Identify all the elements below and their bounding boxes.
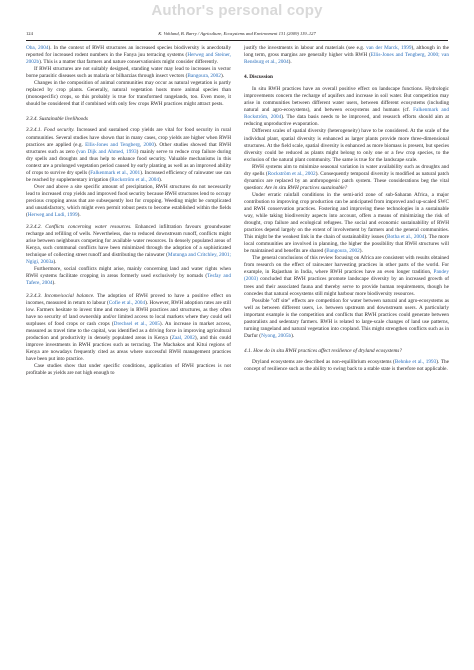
paragraph: justify the investments in labour and materials (see e.g. van der Marck, 1999), although in the long term, gross margins are generally higher with RWH (Ellis-Jones and Tengberg, 2000; van Rensburg et al., 2004). bbox=[244, 45, 449, 66]
research-question: Are in situ RWH practices sustainable? bbox=[264, 184, 348, 191]
page-number: 124 bbox=[26, 31, 33, 36]
citation-link[interactable]: Bangoura, 2002 bbox=[326, 248, 360, 255]
paragraph: Dryland ecosystems are described as non-equilibrium ecosystems (Behnke et al., 1993). The concept of resilience such as the ability to swing back to a stable state is therefore not applicable. bbox=[244, 358, 449, 372]
citation-link[interactable]: van der Marck, 1999 bbox=[366, 45, 412, 51]
paragraph: RWH systems aim to minimize seasonal variation in water availability such as droughts and dry spells (Rockström et al., 2002). Consequently temporal diversity is modified as natural patch dynamics are replaced by an anthropogenic patch system. These considerations beg the vital question: Are in situ RWH practices sustainable? bbox=[244, 163, 449, 191]
citation-link[interactable]: Mutunga and Critchley, 2001; Ngigi, 2003a bbox=[26, 252, 231, 266]
paragraph: Oba, 2004). In the context of RWH structures an increased species biodiversity is anecdotally reported for increased rodent numbers in the Fanya juu terracing systems (Herweg and Steiner, 2002b). This is a matter that farmers and nature conservationists might consider differently. bbox=[26, 45, 232, 66]
paragraph: Furthermore, social conflicts might arise, mainly concerning land and water rights when RWH systems facilitate cropping in areas formerly used exclusively by nomads (Tesfay and Tafere, 2004). bbox=[26, 266, 231, 287]
citation-link[interactable]: Behnke et al., 1993 bbox=[394, 358, 437, 365]
header-rule bbox=[26, 40, 448, 41]
citation-link[interactable]: Oba, 2004 bbox=[26, 45, 49, 51]
citation-link[interactable]: Pandey (2003) bbox=[244, 269, 449, 283]
page-header bbox=[26, 31, 448, 40]
citation-link[interactable]: Ellis-Jones and Tengberg, 2000; van Rensburg et al., 2004 bbox=[244, 52, 449, 66]
citation-link[interactable]: Zaal, 2002 bbox=[171, 334, 195, 341]
citation-link[interactable]: Drechsel et al., 2005 bbox=[113, 320, 160, 327]
subsection-heading: 3.3.4.2. Conflicts concerning water resources. bbox=[26, 224, 132, 231]
paragraph: Possible "off site" effects are competition for water between natural and agro-ecosystems as well as between different users, i.e. between upstream and downstream users. A particularly important example is the competition and conflicts that RWH practices could generate between pastoralists and sedentary farmers. RWH is related to large-scale changes of land use patterns, turning rangeland and natural vegetation into cropland. This might strengthen conflicts such as in Darfur (Nyong, 2005b). bbox=[244, 297, 449, 339]
right-column bbox=[244, 45, 449, 373]
citation-link[interactable]: Falkenmark and Rockström, 2004 bbox=[244, 107, 449, 121]
citation-link[interactable]: Herweg and Steiner, 2002b bbox=[26, 52, 231, 66]
paragraph: If RWH structures are not suitably designed, standing water may lead to increases in vector borne parasitic diseases such as malaria or bilharzias through insect vectors (Bangoura, 2002). bbox=[26, 66, 231, 80]
paragraph: The general conclusions of this review focusing on Africa are consistent with results obtained from research on the effect of rainwater harvesting practices in other parts of the world. For example, in Rajasthan in India, where RWH practices have an even longer tradition, Pandey (2003) concluded that RWH practices promote landscape diversity by an increased growth of trees and their associated fauna and thereby serve to provide human requirements, though he concedes that natural ecosystems still might harbour more biodiversity resources. bbox=[244, 255, 449, 297]
citation-link[interactable]: Cofie et al., 2004 bbox=[108, 299, 146, 306]
paragraph: 3.3.4.1. Food security. Increased and sustained crop yields are vital for food security in rural communities. Several studies have shown that in many cases, crop yields are higher when RWH practices are applied (e.g. Ellis-Jones and Tengberg, 2000). Other studies showed that RWH structures such as zero (van Dijk and Ahmed, 1993) mainly serve to reduce crop failure during dry spells and droughts and thus help to enhance food security. Valuable mechanisms in this context are a prolonged vegetation period caused by early planting as well as an improved ability of crops to survive dry spells (Falkenmark et al., 2001). Increased efficiency of rainwater use can be reached by supplementary irrigation (Rockström et al., 2004). bbox=[26, 127, 231, 183]
subsection-heading: 3.3.4.3. Income/social balance. bbox=[26, 292, 95, 299]
citation-link[interactable]: Herweg and Ludi, 1999 bbox=[27, 212, 78, 219]
citation-link[interactable]: Ellis-Jones and Tengberg, 2000 bbox=[85, 141, 154, 148]
paragraph: Under erratic rainfall conditions in the semi-arid zone of sub-Saharan Africa, a major contribution to improving crop production can be anticipated from improved and up-scaled SWC and RWH conservation practices. Fostering and improving these technologies in a sustainable way, while taking biodiversity aspects into account, offers a means of minimizing the risk of drought, crop failure and ecological refugees. The social and economic sustainability of RWH practices depend largely on the extent of involvement by farmers and the general communities. This might be the weakest link in the chain of sustainability issues (Botha et al., 2004). The more local communities are involved in planning, the higher the possibility that RWH structures will be maintained and benefits are shared (Bangoura, 2002). bbox=[244, 191, 449, 255]
paragraph: In situ RWH practices have an overall positive effect on landscape functions. Hydrologic improvements concern the recharge of aquifers and increase in soil water. But competition may arise in communities between different water users, between different ecosystems (including natural and agro-ecosystems), and between ecosystems and humans (cf. Falkenmark and Rockström, 2004). The data basis needs to be improved, and research efforts should aim at reducing unproductive evaporation. bbox=[244, 86, 449, 128]
section-heading: 3.3.4. Sustainable livelihoods bbox=[26, 116, 88, 123]
citation-link[interactable]: Rockström et al., 2002 bbox=[267, 170, 316, 177]
citation-link[interactable]: Nyong, 2005b bbox=[261, 332, 292, 339]
paragraph: Over and above a site specific amount of precipitation, RWH structures do not necessarily lead to increased crop yields and improved food security because RWH structures lend to occupy precious cropping areas that are subsequently lost for cropping. Weeding might be complicated and unsatisfactory, which might even permit robust pests to become established within the fields (Herweg and Ludi, 1999). bbox=[26, 183, 231, 219]
paragraph: 3.3.4.2. Conflicts concerning water resources. Enhanced infiltration favours groundwater recharge and refilling of wells. Nevertheless, due to reduced downstream runoff, conflicts might arise between neighbours competing for available water resources. In densely populated areas of Kenya, such communal conflicts have been minimized through the adoption of a sophisticated technique of collecting street runoff and distributing the rainwater (Mutunga and Critchley, 2001; Ngigi, 2003a). bbox=[26, 224, 231, 266]
watermark: Author's personal copy bbox=[151, 2, 323, 19]
running-title: K. Vohland, B. Barry / Agriculture, Ecosystems and Environment 131 (2009) 119–127 bbox=[158, 31, 316, 36]
paragraph: Changes in the composition of animal communities may occur as natural vegetation is partly replaced by crop plants. Generally, natural vegetation hosts more animal species than (monospecific) crops, so this probably is true for transformed rangelands, too. Even more, it should be considered that if combined with only few crops RWH practices might attract pests. bbox=[26, 80, 231, 108]
citation-link[interactable]: Rockström et al., 2004 bbox=[111, 176, 159, 183]
citation-link[interactable]: van Dijk and Ahmed, 1993 bbox=[78, 148, 137, 155]
left-column bbox=[26, 45, 231, 377]
citation-link[interactable]: Falkenmark et al., 2001 bbox=[90, 169, 141, 176]
paragraph: Case studies show that under specific conditions, application of RWH practices is not profitable as yields are not high enough to bbox=[26, 362, 231, 377]
citation-link[interactable]: Bangoura, 2002 bbox=[187, 73, 221, 80]
subsection-heading: 4.1. How do in situ RWH practices affect resilience of dryland ecosystems? bbox=[244, 347, 402, 354]
subsection-heading: 3.3.4.1. Food security. bbox=[26, 127, 75, 134]
section-heading: 4. Discussion bbox=[244, 74, 273, 81]
citation-link[interactable]: Tesfay and Tafere, 2004 bbox=[26, 273, 231, 287]
paragraph: 3.3.4.3. Income/social balance. The adoption of RWH proved to have a positive effect on incomes, measured in return to labour (Cofie et al., 2004). However, RWH adoption rates are still low. Farmers hesitate to invest time and money in RWH practices and structures, as they often have no security of land ownership and/or limited access to local markets where they could sell surpluses of food crops or cash crops (Drechsel et al., 2005). An increase in market access, measured as travel time to the capital, was identified as a driving force in improving agricultural production and productivity in densely populated areas in Kenya (Zaal, 2002), and this could improve investments in RWH practices such as terracing. The Machakos and Kitui regions of Kenya are nowadays frequently cited as areas where successful RWH management practices have been put into practice. bbox=[26, 292, 231, 362]
citation-link[interactable]: Botha et al., 2004 bbox=[386, 234, 425, 241]
paragraph: Different scales of spatial diversity (heterogeneity) have to be considered. At the scale of the individual plant, spatial diversity is enhanced as larger plants provide more three-dimensional structures. At the field scale, spatial diversity is enhanced as more biomass is present, but species diversity could be reduced as plants might belong to only one or a few crop species, to the exclusion of the natural plant community. The same is true for the landscape scale. bbox=[244, 128, 449, 163]
